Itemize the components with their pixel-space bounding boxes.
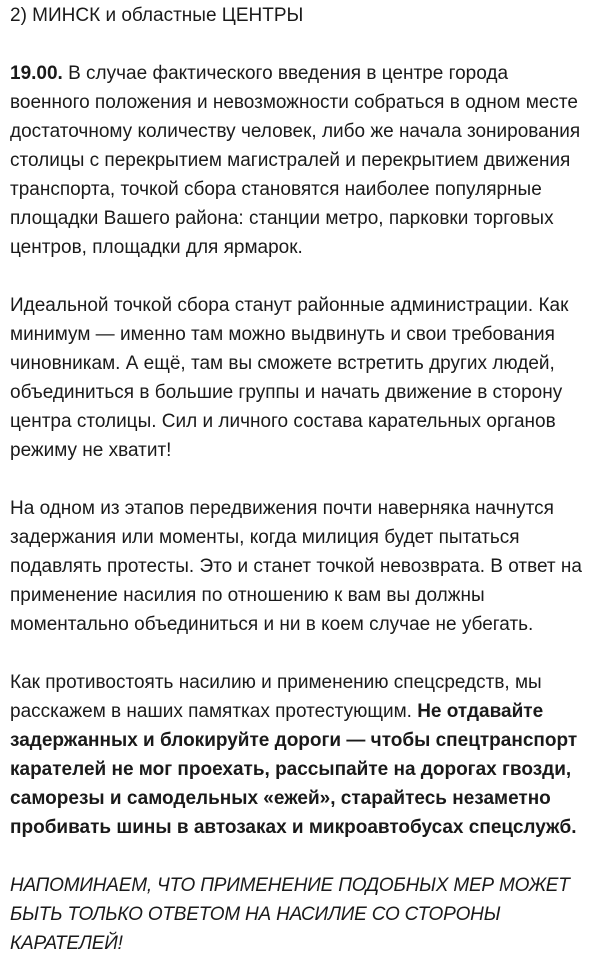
paragraph-gathering-point <box>10 59 590 262</box>
paragraph-administrations: Идеальной точкой сбора станут районные администрации. Как минимум — именно там можно выдвинуть и свои требования чиновникам. А ещё, там вы сможете встретить других людей, объединиться в большие группы и начать движение в сторону центра столицы. Сил и личного состава карательных органов режиму не хватит! <box>10 295 569 461</box>
paragraph-resistance-bold: Не отдавайте задержанных и блокируйте дороги — чтобы спецтранспорт карателей не мог проехать, рассыпайте на дорогах гвозди, саморезы и самодельных «ежей», старайтесь незаметно пробивать шины в автозаках и микроавтобусах спецслужб. <box>10 701 578 838</box>
paragraph-resistance <box>10 668 590 842</box>
paragraph-resistance-text: Как противостоять насилию и применению спецсредств, мы расскажем в наших памятках протестующим. <box>10 672 542 722</box>
section-heading: 2) МИНСК и областные ЦЕНТРЫ <box>10 5 304 26</box>
time-label: 19.00. <box>10 63 63 84</box>
notice-text: НАПОМИНАЕМ, ЧТО ПРИМЕНЕНИЕ ПОДОБНЫХ МЕР МОЖЕТ БЫТЬ ТОЛЬКО ОТВЕТОМ НА НАСИЛИЕ СО СТОРОНЫ КАРАТЕЛЕЙ! <box>10 875 570 954</box>
paragraph-gathering-point-text: В случае фактического введения в центре города военного положения и невозможности собраться в одном месте достаточному количеству человек, либо же начала зонирования столицы с перекрытием магистралей и перекрытием движения транспорта, точкой сбора становятся наиболее популярные площадки Вашего района: станции метро, парковки торговых центров, площадки для ярмарок. <box>10 63 581 258</box>
paragraph-detentions: На одном из этапов передвижения почти наверняка начнутся задержания или моменты, когда милиция будет пытаться подавлять протесты. Это и станет точкой невозврата. В ответ на применение насилия по отношению к вам вы должны моментально объединиться и ни в коем случае не убегать. <box>10 498 582 635</box>
